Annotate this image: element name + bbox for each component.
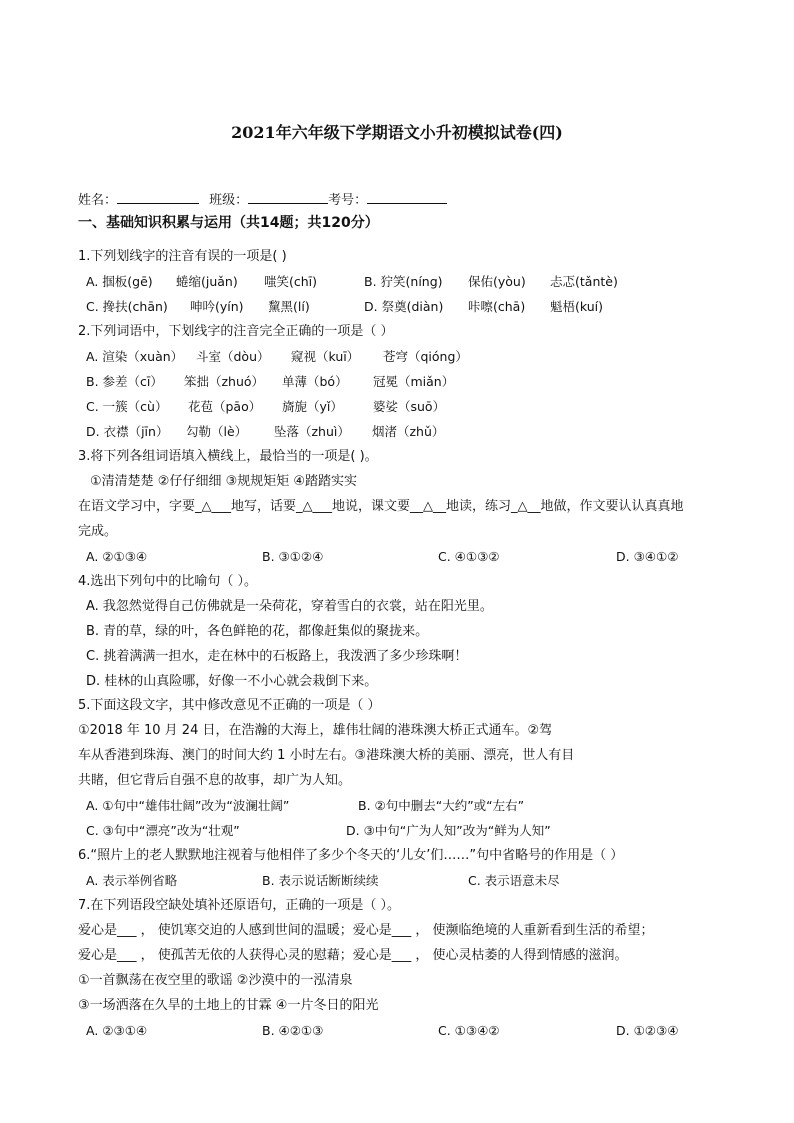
q4-opt: B. 青的草，绿的叶，各色鲜艳的花，都像赶集似的聚拢来。 [86,624,429,639]
q1-opt: 嗤笑(chī) [264,274,318,289]
q7-stem: 7.在下列语段空缺处填补还原语句，正确的一项是（ ）。 [78,898,401,913]
q1-opt: 黧黑(lí) [268,299,310,314]
q7-text: 爱心是___ ， 使饥寒交迫的人感到世间的温暖；爱心是___ ， 使濒临绝境的人重新看到生活的希望； [78,923,654,938]
q6-opt: C. 表示语意未尽 [468,873,560,888]
q1-opt: 蜷缩(juǎn) [176,274,238,289]
q2-opt: 冠冕（miǎn） [373,374,455,389]
q5-para: 共睹，但它背后自强不息的故事，却广为人知。 [78,773,352,788]
q2-opt: D. 衣襟（jīn） [86,424,169,439]
q4-stem: 4.选出下列句中的比喻句（ ）。 [78,574,258,589]
q2-opt: A. 渲染（xuàn） [86,349,184,364]
q2-opt: 花苞（pāo） [188,399,262,414]
q1-opt: 呻吟(yín) [190,299,244,314]
q2-opt: 旖旎（yǐ） [282,399,343,414]
q3-text: 完成。 [78,524,118,539]
q1-opt: 忐忑(tǎntè) [550,274,618,289]
q2-opt: B. 参差（cī） [86,374,163,389]
q5-stem: 5.下面这段文字，其中修改意见不正确的一项是（ ） [78,698,381,713]
q6-opt: A. 表示举例省略 [86,873,178,888]
q5-opt: D. ③中句“广为人知”改为“鲜为人知” [346,823,551,838]
q5-opt: B. ②句中删去“大约”或“左右” [358,798,525,813]
q4-opt: D. 桂林的山真险哪，好像一不小心就会栽倒下来。 [86,674,378,689]
q3-stem: 3.将下列各组词语填入横线上，最恰当的一项是( )。 [78,449,378,464]
q3-opt: A. ②①③④ [86,549,148,564]
student-info-row [78,190,447,210]
name-blank [117,190,199,204]
q1-opt: 保佑(yòu) [468,274,526,289]
q4-opt: A. 我忽然觉得自己仿佛就是一朵荷花，穿着雪白的衣裳，站在阳光里。 [86,599,493,614]
q1-opt: 魁梧(kuí) [550,299,604,314]
id-blank [367,190,447,204]
id-label: 考号： [328,193,368,208]
class-label: 班级： [209,193,249,208]
q3-opt: B. ③①②④ [262,549,324,564]
q5-para: ①2018 年 10 月 24 日，在浩瀚的大海上，雄伟壮阔的港珠澳大桥正式通车。②驾 [78,723,553,738]
section-heading: 一、基础知识积累与运用（共14题；共120分） [78,215,379,231]
q6-opt: B. 表示说话断断续续 [262,873,379,888]
q4-opt: C. 挑着满满一担水，走在林中的石板路上，我泼洒了多少珍珠啊！ [86,649,468,664]
q1-stem: 1.下列划线字的注音有误的一项是( ) [78,249,287,264]
q1-opt: B. 狞笑(níng) [364,274,443,289]
q3-opt: D. ③④①② [616,549,679,564]
q5-opt: A. ①句中“雄伟壮阔”改为“波澜壮阔” [86,798,290,813]
q2-stem: 2.下列词语中，下划线字的注音完全正确的一项是（ ） [78,324,394,339]
q2-opt: 婆娑（suō） [373,399,446,414]
q3-items: ①清清楚楚 ②仔仔细细 ③规规矩矩 ④踏踏实实 [90,474,358,489]
q7-item: ③一场洒落在久旱的土地上的甘霖 ④一片冬日的阳光 [78,998,379,1013]
q6-stem: 6.“照片上的老人默默地注视着与他相伴了多少个冬天的‘儿女’们……”句中省略号的作用是（ ） [78,848,624,863]
q1-opt: A. 掴板(gē) [86,274,153,289]
q1-opt: C. 搀扶(chān) [86,299,168,314]
class-blank [248,190,328,204]
q2-opt: 坠落（zhuì） [274,424,350,439]
q7-text: 爱心是___ ， 使孤苦无依的人获得心灵的慰藉；爱心是___ ， 使心灵枯萎的人得到情感的滋润。 [78,948,628,963]
q5-opt: C. ③句中“漂亮”改为“壮观” [86,823,240,838]
q7-opt: C. ①③④② [438,1023,500,1038]
q7-opt: A. ②③①④ [86,1023,148,1038]
q1-opt: D. 祭奠(diàn) [364,299,444,314]
q1-opt: 咔嚓(chā) [468,299,526,314]
q2-opt: 苍穹（qióng） [383,349,468,364]
q2-opt: 烟渚（zhǔ） [372,424,445,439]
q7-opt: B. ④②①③ [262,1023,324,1038]
q2-opt: 单薄（bó） [282,374,348,389]
q7-opt: D. ①②③④ [616,1023,679,1038]
name-label: 姓名： [78,193,118,208]
q5-para: 车从香港到珠海、澳门的时间大约 1 小时左右。③港珠澳大桥的美丽、漂亮，世人有目 [78,748,575,763]
q3-text: 在语文学习中，字要_△___地写，话要_△___地说，课文要__△__地读，练习_△__地做，作文要认认真真地 [78,499,684,514]
q2-opt: 窥视（kuī） [291,349,360,364]
q2-opt: 勾勒（lè） [186,424,248,439]
q3-opt: C. ④①③② [438,549,500,564]
page-title: 2021年六年级下学期语文小升初模拟试卷(四) [231,123,563,142]
q2-opt: 笨拙（zhuó） [184,374,265,389]
q7-item: ①一首飘荡在夜空里的歌谣 ②沙漠中的一泓清泉 [78,973,353,988]
q2-opt: 斗室（dòu） [196,349,270,364]
q2-opt: C. 一簇（cù） [86,399,168,414]
